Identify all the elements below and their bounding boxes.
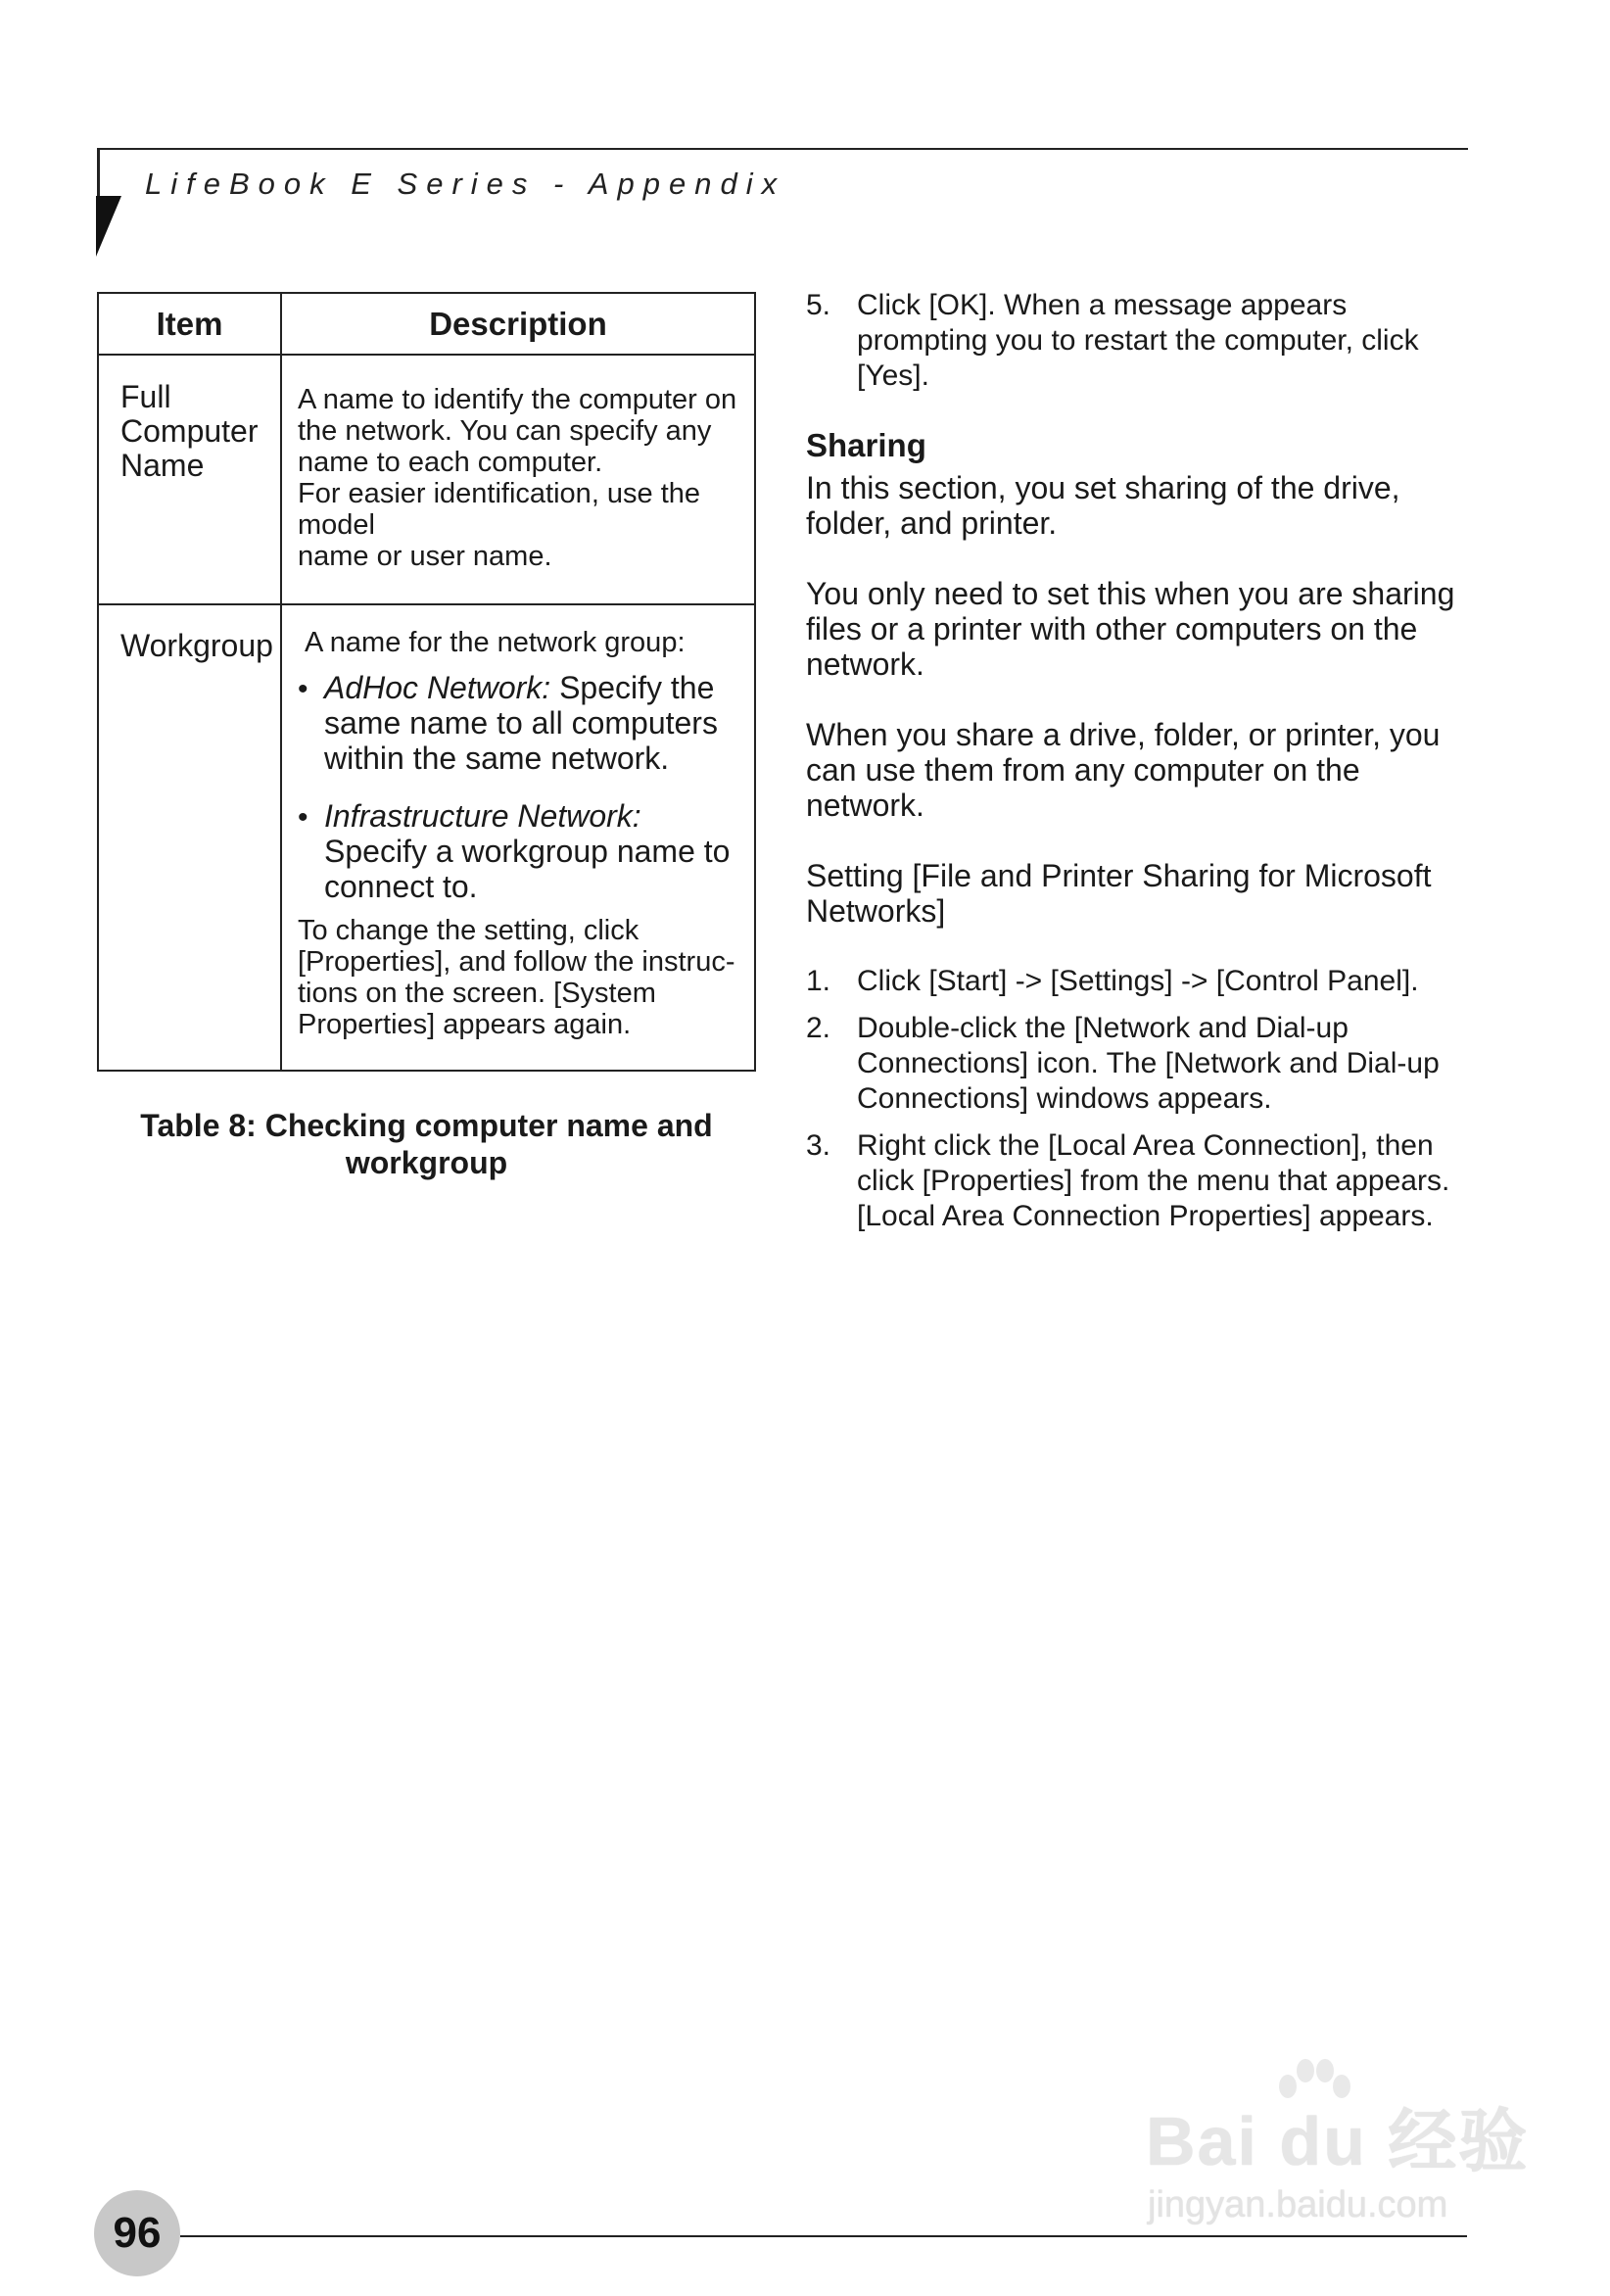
step-number: 1. [806, 965, 831, 997]
step3-line: [Local Area Connection Properties] appears. [857, 1200, 1434, 1232]
paragraph-line: network. [806, 788, 924, 823]
table-header-description: Description [429, 306, 607, 342]
sharing-heading: Sharing [806, 427, 926, 463]
bullet1-line: same name to all computers [324, 705, 718, 741]
row1-desc-line: A name to identify the computer on [298, 384, 737, 415]
row1-item-line: Name [120, 448, 205, 483]
paragraph-line: network. [806, 646, 924, 682]
paragraph-line: folder, and printer. [806, 505, 1058, 541]
paragraph-line: can use them from any computer on the [806, 752, 1360, 788]
row1-item-line: Full [120, 379, 171, 414]
page-number: 96 [113, 2209, 162, 2257]
row2-item: Workgroup [120, 628, 273, 663]
bullet1-line: within the same network. [324, 741, 670, 776]
item-description-table [97, 292, 756, 1072]
bullet2-line: Specify a workgroup name to [324, 834, 731, 869]
step-number: 3. [806, 1129, 831, 1162]
bullet-marker: • [298, 673, 308, 705]
header-rule [97, 148, 1468, 150]
row1-desc-line: name to each computer. [298, 447, 603, 478]
row1-desc-line: For easier identification, use the [298, 478, 701, 509]
step2-line: Connections] windows appears. [857, 1082, 1272, 1115]
bullet2-term: Infrastructure Network: [324, 798, 641, 834]
row1-desc-line: the network. You can specify any [298, 415, 712, 447]
row2-tail-line: To change the setting, click [298, 915, 639, 946]
table-caption [97, 1107, 756, 1181]
paragraph-line: In this section, you set sharing of the drive, [806, 470, 1400, 505]
table-header-divider [99, 354, 754, 356]
step-number: 5. [806, 289, 831, 321]
running-header-title: LifeBook E Series - Appendix [145, 167, 786, 201]
bullet1-term: AdHoc Network: [324, 670, 551, 705]
header-tab-marker [96, 196, 121, 257]
bullet2-line: connect to. [324, 869, 478, 904]
bullet-marker: • [298, 801, 308, 834]
paragraph-line: Setting [File and Printer Sharing for Microsoft [806, 858, 1432, 893]
paragraph-line: Networks] [806, 893, 946, 929]
caption-line: workgroup [345, 1145, 508, 1180]
watermark-url: jingyan.baidu.com [1148, 2184, 1448, 2225]
footer-rule [180, 2235, 1467, 2237]
paragraph-line: files or a printer with other computers on the [806, 611, 1418, 646]
step3-line: click [Properties] from the menu that appears. [857, 1165, 1450, 1197]
row1-item-line: Computer [120, 413, 259, 449]
row2-tail-line: [Properties], and follow the instruc- [298, 946, 735, 978]
step5-line: prompting you to restart the computer, click [857, 324, 1419, 357]
table-header-item: Item [156, 306, 223, 342]
step5-line: Click [OK]. When a message appears [857, 289, 1348, 321]
step1-line: Click [Start] -> [Settings] -> [Control Panel]. [857, 965, 1419, 997]
step2-line: Double-click the [Network and Dial-up [857, 1012, 1349, 1044]
row2-tail-line: tions on the screen. [System [298, 978, 656, 1009]
watermark-logo: Bai du 经验 [1146, 2103, 1530, 2179]
step5-line: [Yes]. [857, 359, 929, 392]
row1-desc-line: model [298, 509, 375, 541]
table-column-divider [280, 294, 282, 1070]
paragraph-line: You only need to set this when you are sharing [806, 576, 1455, 611]
caption-line: Table 8: Checking computer name and [140, 1108, 713, 1143]
step-number: 2. [806, 1012, 831, 1044]
header-vertical-rule [97, 148, 100, 197]
table-row-divider [99, 603, 754, 605]
paragraph-line: When you share a drive, folder, or printer, you [806, 717, 1441, 752]
row2-tail-line: Properties] appears again. [298, 1009, 632, 1040]
bullet1-rest: Specify the [550, 670, 715, 705]
bullet1-line1 [324, 670, 714, 705]
step2-line: Connections] icon. The [Network and Dial-up [857, 1047, 1440, 1079]
row2-intro: A name for the network group: [305, 627, 686, 658]
step3-line: Right click the [Local Area Connection], then [857, 1129, 1434, 1162]
row1-desc-line: name or user name. [298, 541, 552, 572]
